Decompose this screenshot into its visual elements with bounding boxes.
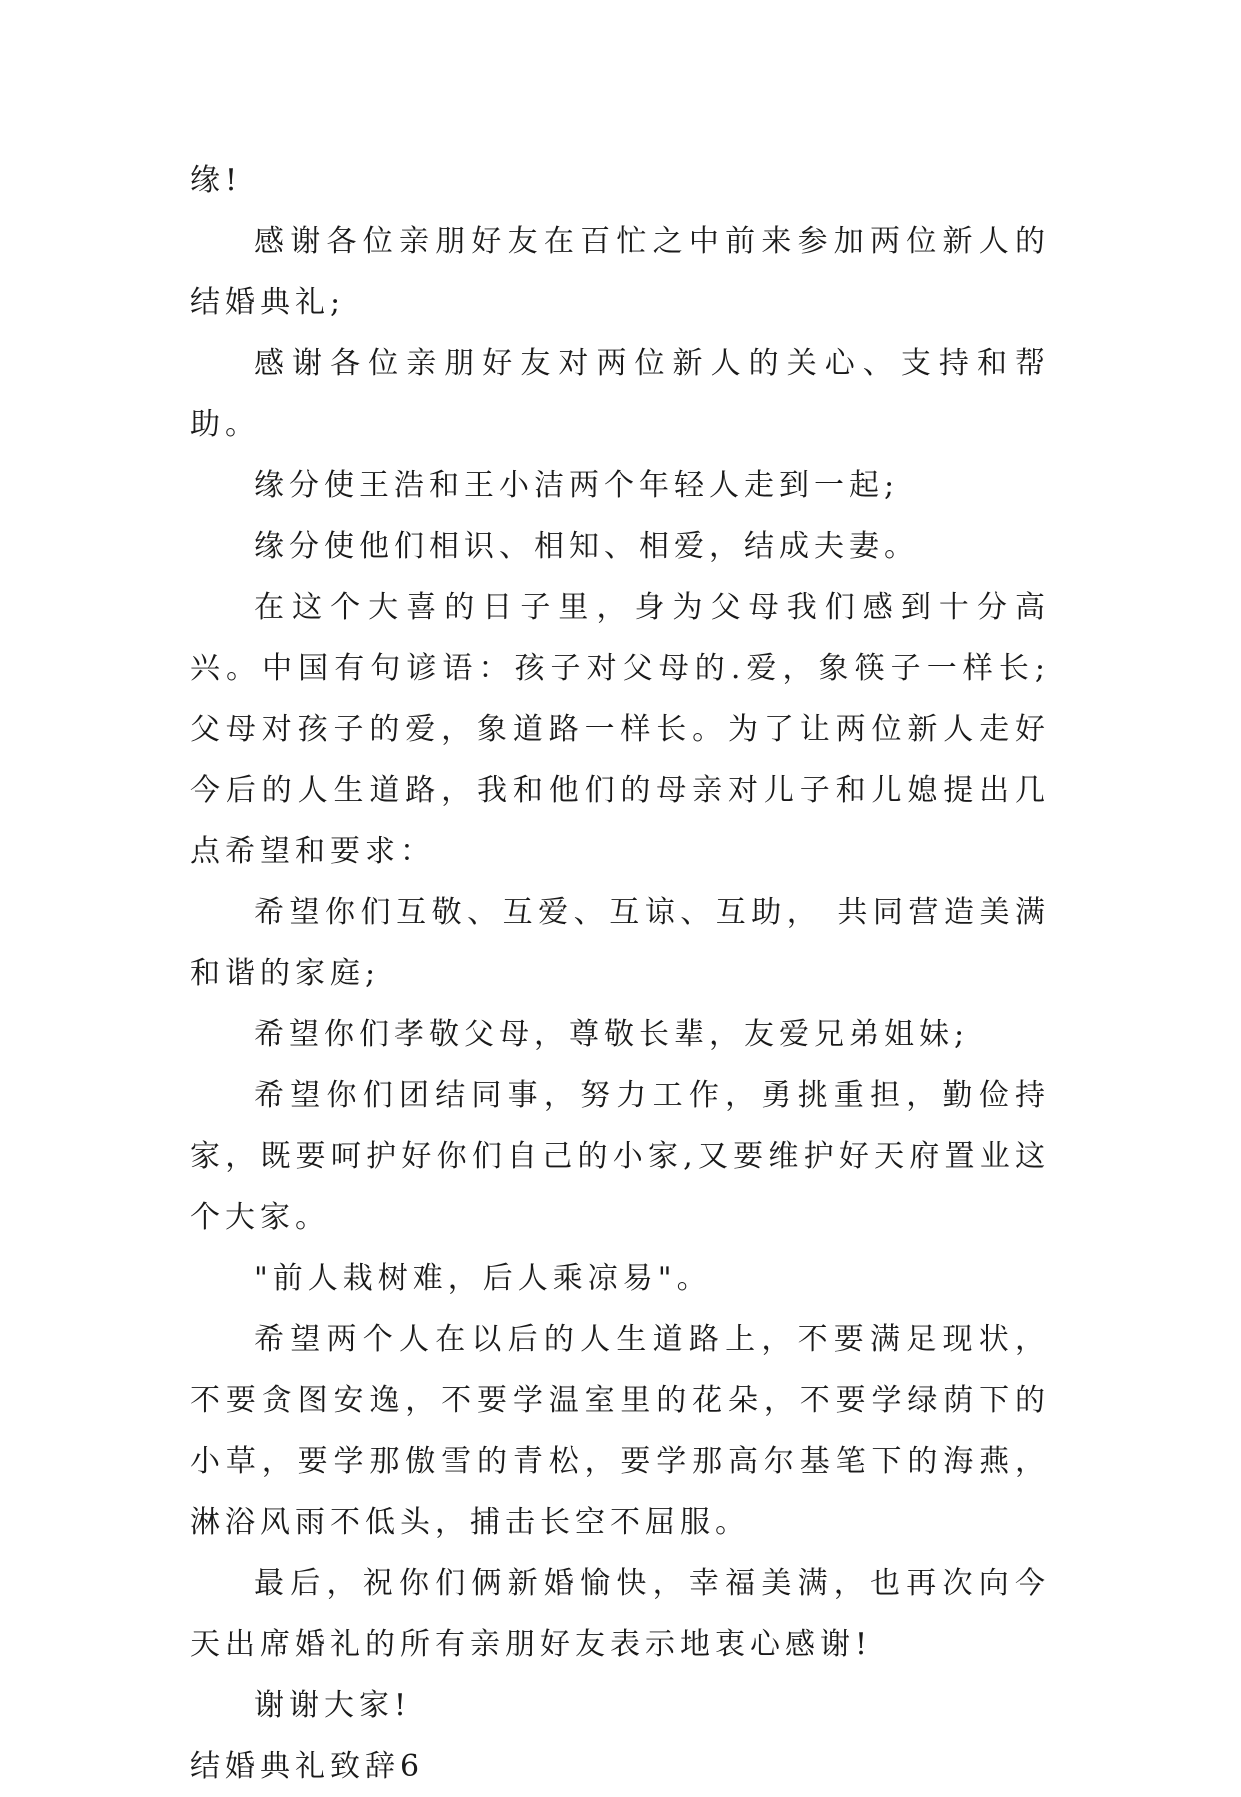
paragraph-hope-filial: 希望你们孝敬父母，尊敬长辈，友爱兄弟姐妹;	[254, 1017, 970, 1052]
paragraph-hope-work: 希望你们团结同事，努力工作，勇挑重担，勤俭持家，既要呵护好你们自己的小家,又要维护好天府置业这个大家。	[190, 1078, 1050, 1235]
paragraph-fate-marriage: 缘分使他们相识、相知、相爱，结成夫妻。	[254, 529, 919, 564]
paragraph-thanks-support: 感谢各位亲朋好友对两位新人的关心、支持和帮助。	[190, 346, 1050, 442]
paragraph-hope-harmony: 希望你们互敬、互爱、互谅、互助， 共同营造美满和谐的家庭;	[190, 895, 1050, 991]
document-body	[190, 150, 1050, 1797]
paragraph-quote: "前人栽树难，后人乘凉易"。	[254, 1261, 712, 1296]
paragraph-thanks-attendance: 感谢各位亲朋好友在百忙之中前来参加两位新人的结婚典礼;	[190, 224, 1050, 320]
paragraph-continuation: 缘!	[190, 163, 243, 198]
paragraph-blessing: 最后，祝你们俩新婚愉快，幸福美满，也再次向今天出席婚礼的所有亲朋好友表示地衷心感谢!	[190, 1566, 1050, 1662]
section-heading: 结婚典礼致辞6	[190, 1749, 425, 1784]
paragraph-thank-you: 谢谢大家!	[254, 1688, 412, 1723]
paragraph-hope-future: 希望两个人在以后的人生道路上，不要满足现状，不要贪图安逸，不要学温室里的花朵，不要学绿荫下的小草，要学那傲雪的青松，要学那高尔基笔下的海燕，淋浴风雨不低头，捕击长空不屈服。	[190, 1322, 1050, 1540]
paragraph-fate-together: 缘分使王浩和王小洁两个年轻人走到一起;	[254, 468, 900, 503]
paragraph-proverb: 在这个大喜的日子里，身为父母我们感到十分高兴。中国有句谚语：孩子对父母的.爱，象筷子一样长;父母对孩子的爱，象道路一样长。为了让两位新人走好今后的人生道路，我和他们的母亲对儿子和儿媳提出几点希望和要求：	[190, 590, 1050, 869]
